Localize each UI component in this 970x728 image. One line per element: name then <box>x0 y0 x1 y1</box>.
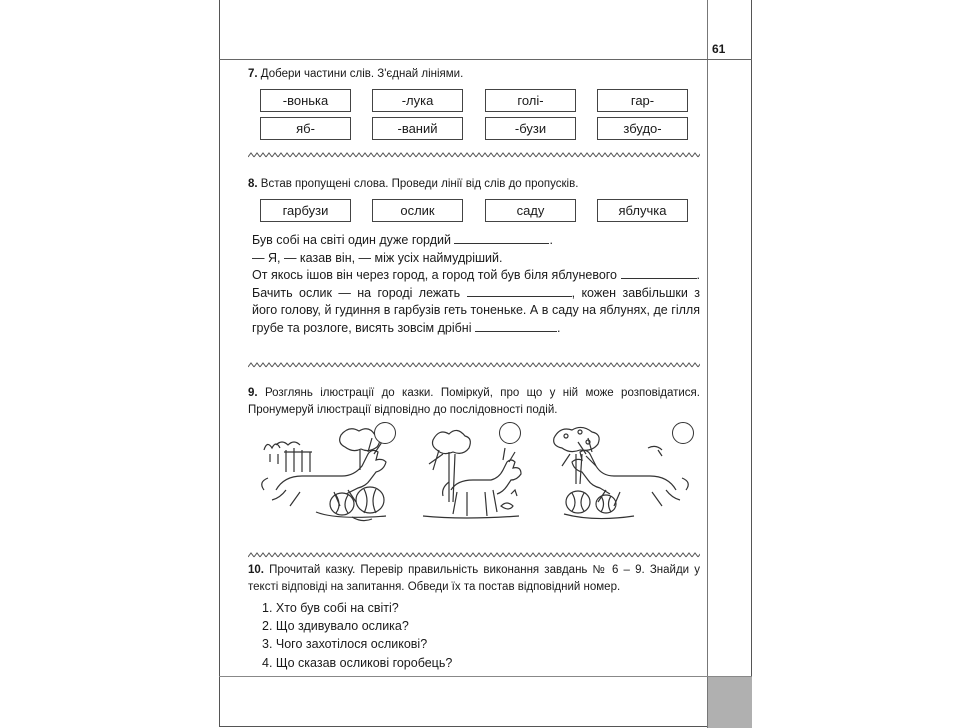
story-text <box>252 232 700 338</box>
task9-text: Розглянь ілюстрації до казки. Поміркуй, про що у ній може розповідатися. Пронумеруй ілюстрації відповідно до послідовності подій. <box>248 387 700 416</box>
answer-blank[interactable] <box>475 320 557 332</box>
task10-instruction <box>248 562 700 596</box>
word-box[interactable]: яблучка <box>597 199 688 222</box>
question-item: 4. Що сказав осликові горобець? <box>262 655 453 670</box>
story-line: , кожен завбільшки з його голову, й гудиння в гарбузів геть тоненьке. А в саду на яблунях, де гілля грубе та розлоге, висять зовсім дрібні <box>252 285 700 335</box>
question-item: 3. Чого захотілося осликові? <box>262 637 428 652</box>
task9-number: 9. <box>248 387 258 399</box>
story-line: От якось ішов він через город, а город той був біля яблуневого <box>252 268 618 283</box>
word-box[interactable]: голі- <box>485 89 576 112</box>
task10-text: Прочитай казку. Перевір правильність виконання завдань № 6 – 9. Знайди у тексті відповіді на запитання. Обведи їх та постав відповідний номер. <box>248 564 700 593</box>
questions-list <box>262 599 452 672</box>
footer-rule <box>219 676 752 677</box>
answer-blank[interactable] <box>621 267 697 279</box>
word-box[interactable]: ослик <box>372 199 463 222</box>
task10-number: 10. <box>248 564 264 576</box>
word-box[interactable]: -вонька <box>260 89 351 112</box>
story-line: — Я, — казав він, — між усіх наймудріший. <box>252 250 503 265</box>
margin-rule <box>707 0 708 728</box>
word-box[interactable]: -бузи <box>485 117 576 140</box>
page-edge-tab <box>708 677 752 728</box>
header-rule <box>219 59 752 60</box>
task8-instruction <box>248 176 578 193</box>
task7-instruction <box>248 66 463 83</box>
story-line: . <box>549 233 553 247</box>
task8-number: 8. <box>248 178 258 190</box>
illustration-donkey-2 <box>413 420 533 525</box>
word-box[interactable]: гарбузи <box>260 199 351 222</box>
question-item: 2. Що здивувало ослика? <box>262 619 409 634</box>
question-item: 1. Хто був собі на світі? <box>262 601 399 615</box>
illustration-donkey-3 <box>548 420 698 525</box>
zigzag-divider <box>248 152 700 158</box>
word-box[interactable]: збудо- <box>597 117 688 140</box>
number-circle[interactable] <box>672 422 694 444</box>
word-box[interactable]: -ваний <box>372 117 463 140</box>
answer-blank[interactable] <box>454 232 549 244</box>
story-line: . <box>556 320 561 335</box>
zigzag-divider <box>248 552 700 558</box>
page-number: 61 <box>712 42 726 56</box>
task8-text: Встав пропущені слова. Проведи лінії від слів до пропусків. <box>260 178 579 190</box>
task7-text: Добери частини слів. З'єднай лініями. <box>260 68 464 80</box>
illustration-donkey-1 <box>256 420 401 525</box>
word-box[interactable]: -лука <box>372 89 463 112</box>
number-circle[interactable] <box>499 422 521 444</box>
word-box[interactable]: саду <box>485 199 576 222</box>
number-circle[interactable] <box>374 422 396 444</box>
word-box[interactable]: яб- <box>260 117 351 140</box>
answer-blank[interactable] <box>467 285 572 297</box>
zigzag-divider <box>248 362 700 368</box>
word-box[interactable]: гар- <box>597 89 688 112</box>
story-line: Був собі на світі один дуже гордий <box>252 233 451 247</box>
task9-instruction <box>248 385 700 419</box>
task7-number: 7. <box>248 68 258 80</box>
story-line: . Бачить ослик — на городі лежать <box>252 268 700 300</box>
